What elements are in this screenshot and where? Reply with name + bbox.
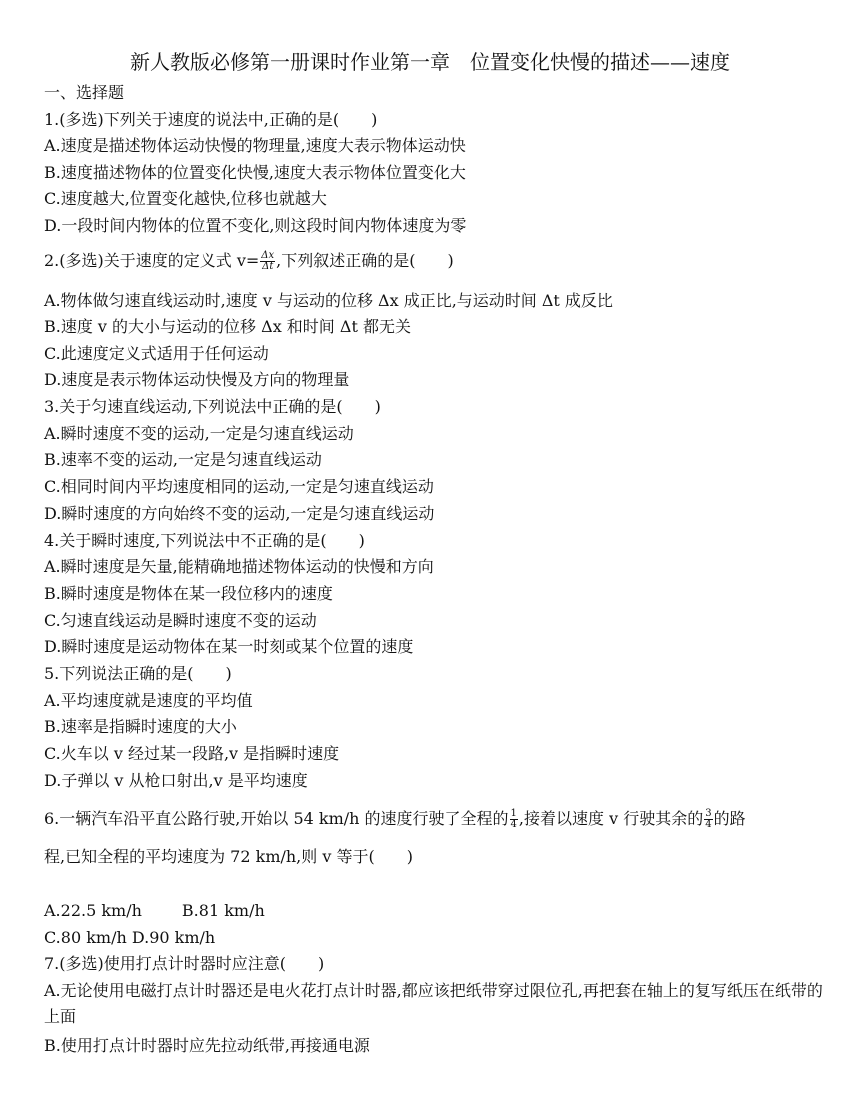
question-3-option-d: D.瞬时速度的方向始终不变的运动,一定是匀速直线运动 (44, 504, 435, 523)
question-6-stem-middle: ,接着以速度 v 行驶其余的 (518, 809, 704, 828)
three-quarters-fraction (704, 809, 712, 830)
question-2-stem (44, 250, 824, 272)
question-1-option-a: A.速度是描述物体运动快慢的物理量,速度大表示物体运动快 (44, 136, 466, 155)
question-5-option-b: B.速率是指瞬时速度的大小 (44, 717, 237, 736)
page-title: 新人教版必修第一册课时作业第一章 位置变化快慢的描述——速度 (130, 50, 730, 74)
question-6-option-d: D.90 km/h (131, 928, 216, 947)
fraction-denominator: 4 (510, 819, 517, 830)
question-2-stem-tail: ,下列叙述正确的是( ) (276, 251, 454, 270)
question-5-option-d: D.子弹以 v 从枪口射出,v 是平均速度 (44, 771, 308, 790)
question-5-option-a: A.平均速度就是速度的平均值 (44, 691, 253, 710)
question-3-option-c: C.相同时间内平均速度相同的运动,一定是匀速直线运动 (44, 477, 434, 496)
section-heading: 一、选择题 (44, 83, 125, 102)
question-5-stem: 5.下列说法正确的是( ) (44, 664, 232, 683)
question-1-option-b: B.速度描述物体的位置变化快慢,速度大表示物体位置变化大 (44, 163, 466, 182)
question-6-stem-text: 6.一辆汽车沿平直公路行驶,开始以 54 km/h 的速度行驶了全程的 (44, 809, 509, 828)
question-6-option-b: B.81 km/h (181, 901, 265, 920)
question-6-option-a: A.22.5 km/h (44, 901, 142, 920)
question-2-stem-text: 2.(多选)关于速度的定义式 v= (44, 251, 260, 270)
question-4-option-b: B.瞬时速度是物体在某一段位移内的速度 (44, 584, 333, 603)
question-2-option-a: A.物体做匀速直线运动时,速度 v 与运动的位移 Δx 成正比,与运动时间 Δt 成反比 (44, 291, 613, 310)
question-6-stem-line-2: 程,已知全程的平均速度为 72 km/h,则 v 等于( ) (44, 847, 413, 866)
question-2-option-b: B.速度 v 的大小与运动的位移 Δx 和时间 Δt 都无关 (44, 317, 411, 336)
velocity-definition-fraction (260, 251, 275, 272)
question-5-option-c: C.火车以 v 经过某一段路,v 是指瞬时速度 (44, 744, 340, 763)
question-7-option-b: B.使用打点计时器时应先拉动纸带,再接通电源 (44, 1036, 370, 1055)
fraction-numerator: Δx (261, 250, 275, 261)
fraction-denominator: Δt (262, 261, 274, 272)
question-7-option-a: A.无论使用电磁打点计时器还是电火花打点计时器,都应该把纸带穿过限位孔,再把套在轴上的复写纸压在纸带的上面 (44, 981, 823, 1026)
question-3-option-b: B.速率不变的运动,一定是匀速直线运动 (44, 450, 322, 469)
fraction-denominator: 4 (705, 819, 712, 830)
question-1-stem: 1.(多选)下列关于速度的说法中,正确的是( ) (44, 110, 378, 129)
question-3-option-a: A.瞬时速度不变的运动,一定是匀速直线运动 (44, 424, 354, 443)
question-4-option-d: D.瞬时速度是运动物体在某一时刻或某个位置的速度 (44, 637, 414, 656)
question-2-option-d: D.速度是表示物体运动快慢及方向的物理量 (44, 370, 350, 389)
fraction-numerator: 1 (510, 808, 517, 819)
question-3-stem: 3.关于匀速直线运动,下列说法中正确的是( ) (44, 397, 381, 416)
question-4-option-c: C.匀速直线运动是瞬时速度不变的运动 (44, 611, 317, 630)
question-1-option-d: D.一段时间内物体的位置不变化,则这段时间内物体速度为零 (44, 216, 467, 235)
question-2-option-c: C.此速度定义式适用于任何运动 (44, 344, 269, 363)
question-1-option-c: C.速度越大,位置变化越快,位移也就越大 (44, 189, 327, 208)
question-4-stem: 4.关于瞬时速度,下列说法中不正确的是( ) (44, 531, 365, 550)
question-6-option-c: C.80 km/h (44, 928, 127, 947)
fraction-numerator: 3 (705, 808, 712, 819)
question-6-stem-tail: 的路 (713, 809, 746, 828)
question-7-stem: 7.(多选)使用打点计时器时应注意( ) (44, 954, 325, 973)
question-6-stem (44, 808, 824, 830)
question-6-options-row-2 (44, 927, 824, 949)
quarter-fraction (510, 809, 518, 830)
question-6-options-row-1 (44, 900, 824, 922)
question-4-option-a: A.瞬时速度是矢量,能精确地描述物体运动的快慢和方向 (44, 557, 434, 576)
